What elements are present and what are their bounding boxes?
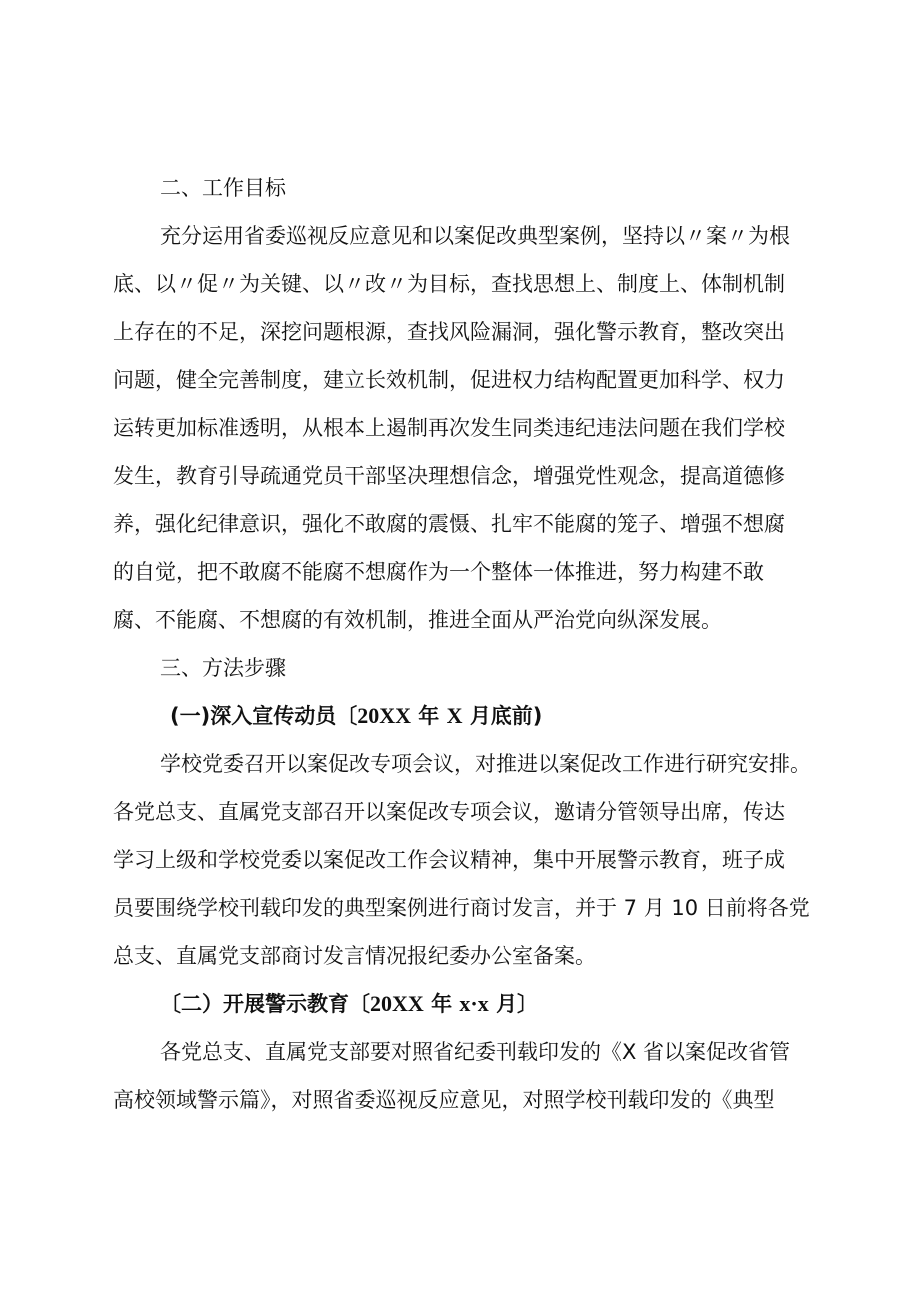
- paragraph-line: 各党总支、直属党支部召开以案促改专项会议，邀请分管领导出席，传达: [113, 800, 785, 824]
- section-heading-work-goals: 二、工作目标: [160, 176, 286, 200]
- paragraph-line: 运转更加标准透明，从根本上遏制再次发生同类违纪违法问题在我们学校: [113, 416, 785, 440]
- heading-year: 20XX: [370, 991, 424, 1016]
- paragraph-line: 高校领域警示篇》，对照省委巡视反应意见，对照学校刊载印发的《典型: [113, 1088, 775, 1112]
- heading-month: X: [446, 703, 463, 728]
- heading-text-suffix: 月〕: [496, 992, 539, 1016]
- heading-text-prefix: (一)深入宣传动员〔: [170, 704, 358, 728]
- heading-text-suffix: 月底前): [469, 704, 543, 728]
- paragraph-line: 充分运用省委巡视反应意见和以案促改典型案例，坚持以〃案〃为根: [160, 224, 790, 248]
- heading-month: x·x: [459, 991, 489, 1016]
- heading-text-mid: 年: [418, 704, 440, 728]
- subsection-heading-warning-education: [160, 990, 538, 1018]
- heading-text-mid: 年: [431, 992, 453, 1016]
- paragraph-line: 腐、不能腐、不想腐的有效机制，推进全面从严治党向纵深发展。: [113, 608, 722, 632]
- paragraph-line: 各党总支、直属党支部要对照省纪委刊载印发的《X 省以案促改省管: [160, 1040, 791, 1064]
- paragraph-line: 员要围绕学校刊载印发的典型案例进行商讨发言，并于 7 月 10 日前将各党: [113, 896, 810, 920]
- paragraph-line: 的自觉，把不敢腐不能腐不想腐作为一个整体一体推进，努力构建不敢: [113, 560, 764, 584]
- heading-year: 20XX: [357, 703, 411, 728]
- paragraph-line: 底、以〃促〃为关键、以〃改〃为目标，查找思想上、制度上、体制机制: [113, 272, 785, 296]
- paragraph-line: 总支、直属党支部商讨发言情况报纪委办公室备案。: [113, 944, 596, 968]
- paragraph-line: 发生，教育引导疏通党员干部坚决理想信念，增强党性观念，提高道德修: [113, 464, 785, 488]
- section-heading-method-steps: 三、方法步骤: [160, 656, 286, 680]
- paragraph-line: 学校党委召开以案促改专项会议，对推进以案促改工作进行研究安排。: [160, 752, 811, 776]
- subsection-heading-mobilization: [170, 702, 542, 730]
- paragraph-line: 养，强化纪律意识，强化不敢腐的震慑、扎牢不能腐的笼子、增强不想腐: [113, 512, 785, 536]
- paragraph-line: 学习上级和学校党委以案促改工作会议精神，集中开展警示教育，班子成: [113, 848, 785, 872]
- paragraph-line: 上存在的不足，深挖问题根源，查找风险漏洞，强化警示教育，整改突出: [113, 320, 785, 344]
- paragraph-line: 问题，健全完善制度，建立长效机制，促进权力结构配置更加科学、权力: [113, 368, 785, 392]
- heading-text-prefix: 〔二）开展警示教育〔: [160, 992, 370, 1016]
